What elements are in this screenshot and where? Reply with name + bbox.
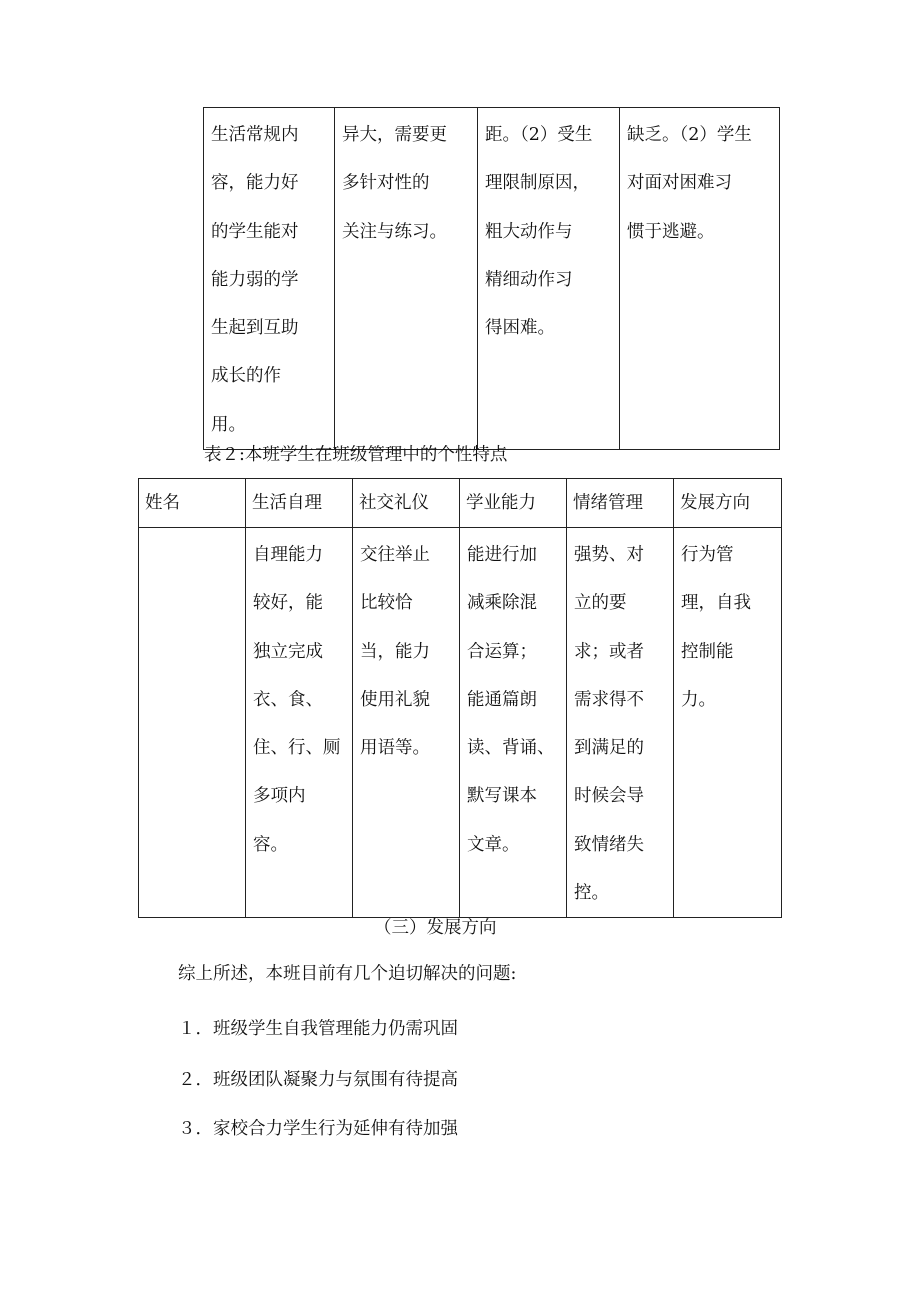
- cell-line: 理限制原因，: [485, 173, 590, 194]
- table-cell-academic: [460, 528, 567, 918]
- header-cell-emotion: 情绪管理: [567, 479, 674, 528]
- cell-line: 多针对性的: [342, 173, 430, 194]
- table-header-row: [139, 479, 782, 528]
- cell-line: 读、背诵、: [467, 738, 555, 759]
- cell-line: 用语等。: [360, 738, 430, 759]
- cell-line: 缺乏。（2）学生: [627, 125, 752, 145]
- cell-line: 精细动作习: [485, 269, 573, 290]
- cell-line: 减乘除混: [467, 593, 537, 614]
- cell-line: 较好，能: [253, 593, 323, 614]
- section-heading: （三）发展方向: [374, 918, 497, 938]
- intro-paragraph: 综上所述，本班目前有几个迫切解决的问题:: [178, 964, 517, 984]
- cell-line: 文章。: [467, 834, 520, 855]
- cell-line: 使用礼貌: [360, 689, 430, 710]
- cell-line: 生活常规内: [211, 125, 299, 145]
- cell-line: 强势、对: [574, 545, 644, 565]
- cell-line: 独立完成: [253, 641, 323, 662]
- cell-line: 能进行加: [467, 545, 537, 565]
- cell-lines: [620, 108, 779, 256]
- cell-line: 能力弱的学: [211, 269, 299, 290]
- cell-line: 到满足的: [574, 738, 644, 759]
- cell-lines: [246, 528, 352, 869]
- cell-line: 比较恰: [360, 593, 413, 614]
- cell-line: 控。: [574, 883, 609, 904]
- cell-lines: [204, 108, 334, 449]
- cell-line: 交往举止: [360, 545, 430, 565]
- cell-lines: [567, 528, 673, 917]
- table-cell: [204, 108, 335, 450]
- list-item: ３．家校合力学生行为延伸有待加强: [178, 1119, 458, 1139]
- table-cell: [478, 108, 620, 450]
- cell-line: 容。: [253, 834, 288, 855]
- cell-line: 衣、食、: [253, 689, 323, 710]
- cell-line: 关注与练习。: [342, 221, 447, 242]
- cell-line: 异大，需要更: [342, 125, 447, 145]
- cell-line: 需求得不: [574, 689, 644, 710]
- table-cell: [335, 108, 478, 450]
- cell-line: 合运算；: [467, 641, 537, 662]
- cell-line: 当，能力: [360, 641, 430, 662]
- cell-line: 容，能力好: [211, 173, 299, 194]
- cell-line: 控制能: [681, 641, 734, 662]
- list-item: ２．班级团队凝聚力与氛围有待提高: [178, 1070, 458, 1090]
- cell-line: 距。（2）受生: [485, 125, 593, 145]
- cell-line: 住、行、厕: [253, 738, 341, 759]
- cell-line: 自理能力: [253, 545, 323, 565]
- header-cell-self-care: 生活自理: [246, 479, 353, 528]
- table-cell-self-care: [246, 528, 353, 918]
- cell-line: 理，自我: [681, 593, 751, 614]
- cell-line: 求；或者: [574, 641, 644, 662]
- header-cell-social: 社交礼仪: [353, 479, 460, 528]
- cell-line: 能通篇朗: [467, 689, 537, 710]
- cell-line: 多项内: [253, 786, 306, 807]
- table-cell: [620, 108, 780, 450]
- table-continuation: [203, 107, 780, 450]
- cell-line: 的学生能对: [211, 221, 299, 242]
- cell-lines: [139, 528, 245, 531]
- cell-line: 默写课本: [467, 786, 537, 807]
- cell-line: 粗大动作与: [485, 221, 573, 242]
- cell-lines: [353, 528, 459, 772]
- table-cell-emotion: [567, 528, 674, 918]
- traits-table: [138, 478, 782, 918]
- table-cell-direction: [674, 528, 782, 918]
- cell-line: 得困难。: [485, 318, 555, 339]
- table-row: [139, 528, 782, 918]
- table-row: [204, 108, 780, 450]
- cell-lines: [478, 108, 619, 352]
- cell-line: 行为管: [681, 545, 734, 565]
- header-cell-direction: 发展方向: [674, 479, 782, 528]
- cell-line: 时候会导: [574, 786, 644, 807]
- cell-line: 用。: [211, 414, 246, 435]
- cell-line: 成长的作: [211, 366, 281, 387]
- table-cell-name: [139, 528, 246, 918]
- cell-line: 立的要: [574, 593, 627, 614]
- cell-line: 力。: [681, 689, 716, 710]
- list-item: １．班级学生自我管理能力仍需巩固: [178, 1019, 458, 1039]
- cell-line: 致情绪失: [574, 834, 644, 855]
- cell-lines: [460, 528, 566, 869]
- cell-line: 生起到互助: [211, 318, 299, 339]
- header-cell-name: 姓名: [139, 479, 246, 528]
- cell-line: 对面对困难习: [627, 173, 732, 194]
- header-cell-academic: 学业能力: [460, 479, 567, 528]
- cell-lines: [674, 528, 781, 724]
- cell-lines: [335, 108, 477, 256]
- table-cell-social: [353, 528, 460, 918]
- cell-line: 惯于逃避。: [627, 221, 715, 242]
- table-caption: 表２:本班学生在班级管理中的个性特点: [204, 445, 508, 465]
